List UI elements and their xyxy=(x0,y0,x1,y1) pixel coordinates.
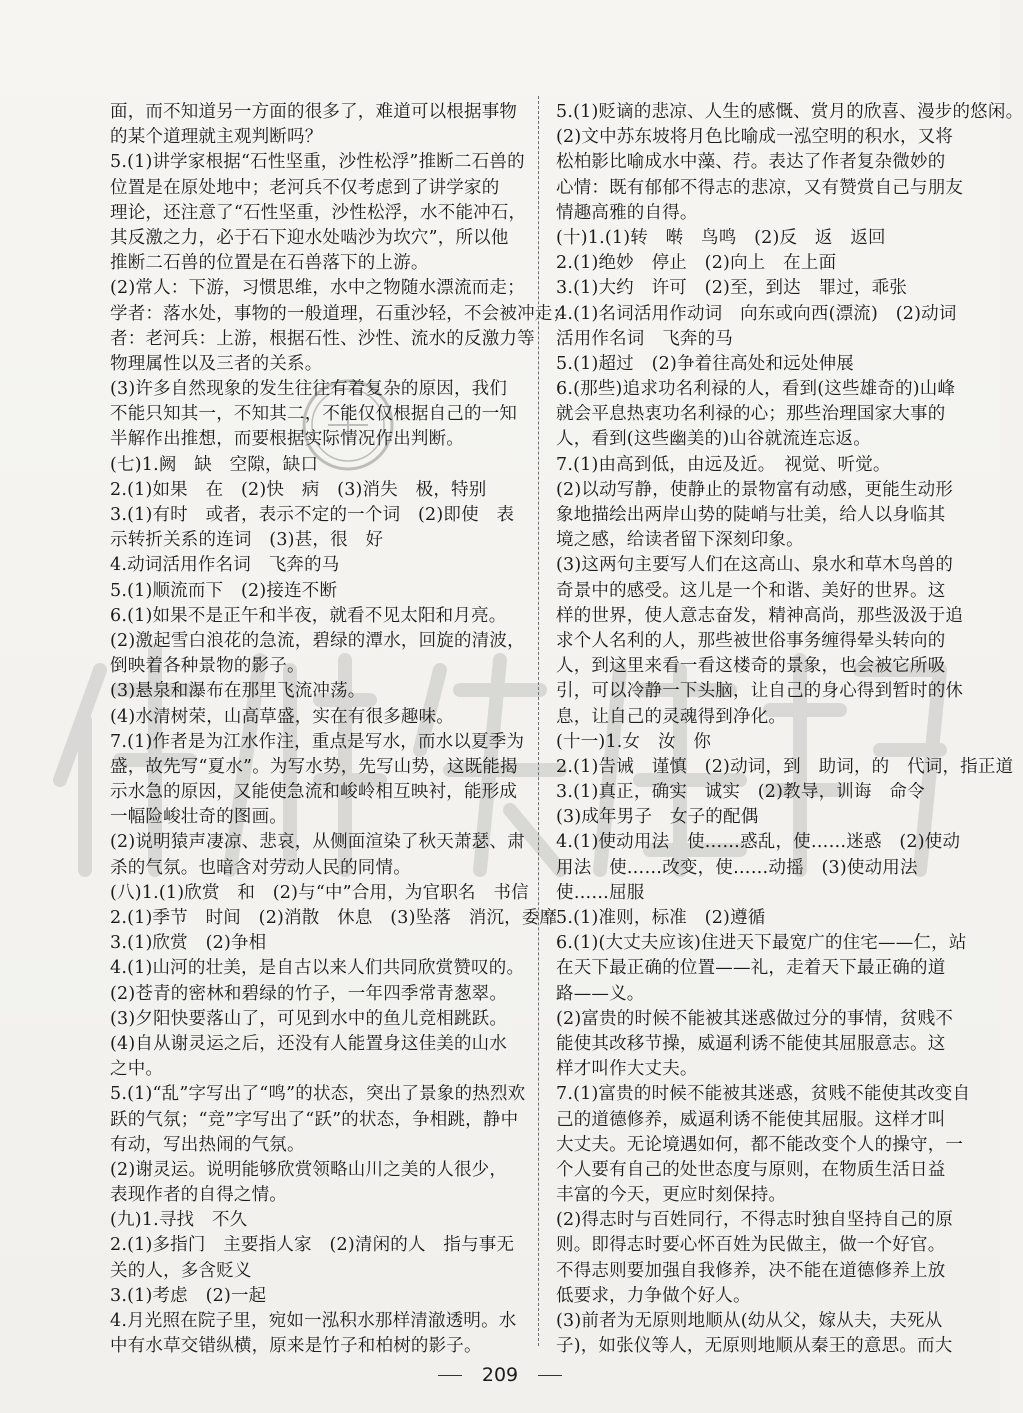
text-line: 盛，故先写“夏水”。为写水势，先写山势，这既能揭 xyxy=(110,756,518,777)
text-line: 5.(1)顺流而下 (2)接连不断 xyxy=(110,580,338,601)
text-line: 用法 使……改变，使……动摇 (3)使动用法 xyxy=(556,857,918,878)
text-line: (2)激起雪白浪花的急流，碧绿的潭水，回旋的清波， xyxy=(110,630,525,651)
text-line: 4.(1)使动用法 使……惑乱，使……迷惑 (2)使动 xyxy=(556,832,961,853)
text-line: 面，而不知道另一方面的很多了，难道可以根据事物 xyxy=(110,102,518,122)
text-line: 引，可以冷静一下头脑，让自己的身心得到暂时的休 xyxy=(556,681,964,702)
footer-dash-right xyxy=(538,1375,562,1376)
text-line: (2)说明猿声凄凉、悲哀，从侧面渲染了秋天萧瑟、肃 xyxy=(110,832,525,853)
text-line: 2.(1)如果 在 (2)快 病 (3)消失 极，特别 xyxy=(110,479,487,500)
text-line: 样才叫作大丈夫。 xyxy=(556,1059,698,1080)
text-line: (九)1.寻找 不久 xyxy=(110,1210,248,1231)
text-line: 境之感，给读者留下深刻印象。 xyxy=(556,530,804,551)
text-line: 推断二石兽的位置是在石兽落下的上游。 xyxy=(110,253,429,274)
text-line: 3.(1)考虑 (2)一起 xyxy=(110,1285,267,1306)
text-line: 2.(1)绝妙 停止 (2)向上 在上面 xyxy=(556,253,837,274)
text-line: 在天下最正确的位置——礼，走着天下最正确的道 xyxy=(556,958,946,979)
text-line: 象地描绘出两岸山势的陡峭与壮美，给人以身临其 xyxy=(556,505,946,525)
text-line: 2.(1)多指门 主要指人家 (2)清闲的人 指与事无 xyxy=(110,1235,515,1256)
left-column xyxy=(110,100,571,1359)
text-line: (2)文中苏东坡将月色比喻成一泓空明的积水，又将 xyxy=(556,127,954,148)
text-line: 7.(1)富贵的时候不能被其迷惑，贫贱不能使其改变自 xyxy=(556,1084,971,1105)
text-line: 表现作者的自得之情。 xyxy=(110,1185,287,1206)
text-line: 3.(1)真正，确实 诚实 (2)教导，训诲 命令 xyxy=(556,782,925,803)
text-line: 5.(1)贬谪的悲凉、人生的感慨、赏月的欣喜、漫步的悠闲。 xyxy=(556,102,1023,122)
text-line: 3.(1)大约 许可 (2)至，到达 罪过，乖张 xyxy=(556,278,908,299)
text-line: 样的世界，使人意志奋发，精神高尚，那些汲汲于追 xyxy=(556,605,964,626)
text-line: 己的道德修养，威逼利诱不能使其屈服。这样才叫 xyxy=(556,1109,946,1130)
text-line: 5.(1)讲学家根据“石性坚重，沙性松浮”推断二石兽的 xyxy=(110,152,525,173)
text-line: 示转折关系的连词 (3)甚，很 好 xyxy=(110,530,384,551)
column-divider xyxy=(538,96,539,1346)
text-line: 中有水草交错纵横，原来是竹子和柏树的影子。 xyxy=(110,1336,482,1357)
text-line: 跃的气氛；“竞”字写出了“跃”的状态，争相跳，静中 xyxy=(110,1109,519,1130)
text-line: 2.(1)季节 时间 (2)消散 休息 (3)坠落 消沉，委靡 xyxy=(110,908,558,928)
text-line: 6.(1)(大丈夫应该)住进天下最宽广的住宅——仁，站 xyxy=(556,933,967,954)
text-line: (2)谢灵运。说明能够欣赏领略山川之美的人很少， xyxy=(110,1159,508,1180)
text-line: 不能只知其一，不知其二，不能仅仅根据自己的一知 xyxy=(110,404,518,425)
text-line: (3)这两句主要写人们在这高山、泉水和草木鸟兽的 xyxy=(556,555,954,576)
text-line: (十一)1.女 汝 你 xyxy=(556,731,712,752)
text-line: (3)夕阳快要落山了，可见到水中的鱼儿竞相跳跃。 xyxy=(110,1008,508,1029)
text-line: (4)水清树荣，山高草盛，实在有很多趣味。 xyxy=(110,706,454,727)
text-line: 其反激之力，必于石下迎水处啮沙为坎穴”，所以他 xyxy=(110,227,509,248)
text-line: 5.(1)超过 (2)争着往高处和远处伸展 xyxy=(556,353,854,374)
text-line: 4.(1)山河的壮美，是自古以来人们共同欣赏赞叹的。 xyxy=(110,958,525,979)
text-line: (3)成年男子 女子的配偶 xyxy=(556,807,759,828)
text-line: 4.(1)名词活用作动词 向东或向西(漂流) (2)动词 xyxy=(556,303,957,324)
text-line: 位置是在原处地中；老河兵不仅考虑到了讲学家的 xyxy=(110,177,500,198)
text-line: 2.(1)告诫 谨慎 (2)动词，到 助词，的 代词，指正道 xyxy=(556,756,1014,777)
text-line: (3)前者为无原则地顺从(幼从父，嫁从夫，夫死从 xyxy=(556,1311,943,1331)
text-line: 杀的气氛。也暗含对劳动人民的同情。 xyxy=(110,857,411,878)
text-line: 则。即得志时要心怀百姓为民做主，做一个好官。 xyxy=(556,1235,946,1256)
text-line: 求个人名利的人，那些被世俗事务缠得晕头转向的 xyxy=(556,630,946,651)
text-line: 物理属性以及三者的关系。 xyxy=(110,353,323,374)
text-line: 低要求，力争做个好人。 xyxy=(556,1285,751,1306)
text-line: 5.(1)“乱”字写出了“鸣”的状态，突出了景象的热烈欢 xyxy=(110,1084,526,1105)
text-line: 大丈夫。无论境遇如何，都不能改变个人的操守，一 xyxy=(556,1134,964,1155)
text-line: 就会平息热衷功名利禄的心；那些治理国家大事的 xyxy=(556,404,946,425)
text-line: 息，让自己的灵魂得到净化。 xyxy=(556,706,787,727)
text-line: (2)得志时与百姓同行，不得志时独自坚持自己的原 xyxy=(556,1210,954,1231)
page-number-footer xyxy=(0,1364,1000,1386)
text-line: 倒映着各种景物的影子。 xyxy=(110,656,305,677)
text-line: (十)1.(1)转 啭 鸟鸣 (2)反 返 返回 xyxy=(556,227,886,248)
text-line: 半解作出推想，而要根据实际情况作出判断。 xyxy=(110,429,464,450)
footer-dash-left xyxy=(438,1375,462,1376)
text-line: 活用作名词 飞奔的马 xyxy=(556,328,733,349)
text-line: (3)许多自然现象的发生往往有着复杂的原因，我们 xyxy=(110,379,508,400)
text-line: 人，到这里来看一看这楼奇的景象，也会被它所吸 xyxy=(556,656,946,677)
text-line: 5.(1)准则，标准 (2)遵循 xyxy=(556,908,766,928)
text-line: 不得志则要加强自我修养，决不能在道德修养上放 xyxy=(556,1260,946,1281)
text-line: (2)苍青的密林和碧绿的竹子，一年四季常青葱翠。 xyxy=(110,983,508,1004)
text-line: 理论，还注意了“石性坚重，沙性松浮，水不能冲石， xyxy=(110,202,527,223)
text-line: 6.(1)如果不是正午和半夜，就看不见太阳和月亮。 xyxy=(110,605,507,626)
text-line: 4.月光照在院子里，宛如一泓积水那样清澈透明。水 xyxy=(110,1311,517,1331)
text-line: 之中。 xyxy=(110,1059,164,1080)
text-line: (2)常人：下游，习惯思维，水中之物随水漂流而走； xyxy=(110,278,525,299)
text-line: 7.(1)作者是为江水作注，重点是写水，而水以夏季为 xyxy=(110,731,525,752)
text-line: 3.(1)欣赏 (2)争相 xyxy=(110,933,267,954)
text-line: 个人要有自己的处世态度与原则，在物质生活日益 xyxy=(556,1159,946,1180)
text-line: (4)自从谢灵运之后，还没有人能置身这佳美的山水 xyxy=(110,1033,508,1054)
text-line: (2)富贵的时候不能被其迷惑做过分的事情，贫贱不 xyxy=(556,1008,954,1029)
text-line: (2)以动写静，使静止的景物富有动感，更能生动形 xyxy=(556,479,954,500)
text-line: 情趣高雅的自得。 xyxy=(556,202,698,223)
text-line: 示水急的原因，又能使急流和峻岭相互映衬，能形成 xyxy=(110,782,518,803)
text-line: 能使其改移节操，威逼利诱不能使其屈服意志。这 xyxy=(556,1033,946,1054)
text-line: 3.(1)有时 或者，表示不定的一个词 (2)即使 表 xyxy=(110,505,515,525)
text-line: 关的人，多含贬义 xyxy=(110,1260,252,1281)
text-line: 松柏影比喻成水中藻、荇。表达了作者复杂微妙的 xyxy=(556,152,946,173)
text-line: 一幅险峻壮奇的图画。 xyxy=(110,807,287,828)
right-column xyxy=(556,100,1023,1359)
text-line: 丰富的今天，更应时刻保持。 xyxy=(556,1185,787,1206)
text-line: 人，看到(这些幽美的)山谷就流连忘返。 xyxy=(556,429,871,450)
text-line: 6.(那些)追求功名利禄的人，看到(这些雄奇的)山峰 xyxy=(556,379,956,400)
text-line: (八)1.(1)欣赏 和 (2)与“中”合用，为官职名 书信 xyxy=(110,882,529,903)
text-line: 的某个道理就主观判断吗？ xyxy=(110,127,323,148)
text-line: 者：老河兵：上游，根据石性、沙性、流水的反激力等 xyxy=(110,328,535,349)
text-line: 奇景中的感受。这儿是一个和谐、美好的世界。这 xyxy=(556,580,946,601)
text-line: 使……屈服 xyxy=(556,882,645,903)
text-line: 学者：落水处，事物的一般道理，石重沙轻，不会被冲走； xyxy=(110,303,571,324)
text-line: 子)，如张仪等人，无原则地顺从秦王的意思。而大 xyxy=(556,1336,953,1357)
text-line: 4.动词活用作名词 飞奔的马 xyxy=(110,555,340,576)
text-line: (3)悬泉和瀑布在那里飞流冲荡。 xyxy=(110,681,366,702)
page-number: 209 xyxy=(481,1364,519,1386)
text-line: (七)1.阙 缺 空隙，缺口 xyxy=(110,454,319,475)
text-line: 心情：既有郁郁不得志的悲凉，又有赞赏自己与朋友 xyxy=(556,177,964,198)
text-line: 7.(1)由高到低，由远及近。 视觉、听觉。 xyxy=(556,454,891,475)
text-line: 路——义。 xyxy=(556,983,645,1004)
text-line: 有动，写出热闹的气氛。 xyxy=(110,1134,305,1155)
